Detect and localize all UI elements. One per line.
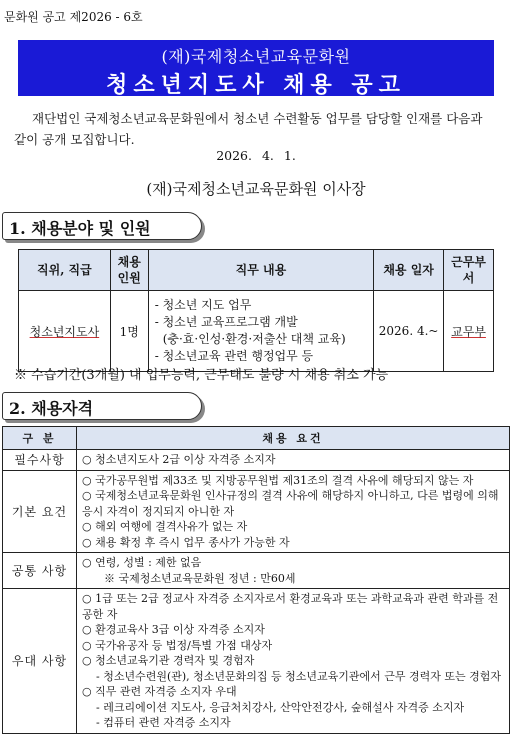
cell-hire-date: 2026. 4.~ — [374, 291, 444, 372]
category-preferred: 우대 사항 — [3, 589, 77, 734]
header-category: 구 분 — [3, 427, 77, 450]
header-duties: 직무 내용 — [148, 250, 373, 291]
requirement-item: ○ 국제청소년교육문화원 인사규정의 결격 사유에 해당하지 아니하고, 다른 법령에 의해 응시 자격이 정지되지 아니한 자 — [82, 489, 499, 518]
requirement-item: ○ 직무 관련 자격증 소지자 우대 — [82, 685, 237, 698]
cell-duties — [148, 291, 373, 372]
signer: (재)국제청소년교육문화원 이사장 — [146, 180, 366, 198]
probation-note: ※ 수습기간(3개월) 내 업무능력, 근무태도 불량 시 채용 취소 가능 — [14, 368, 389, 383]
table-header-row — [19, 250, 494, 291]
category-required: 필수사항 — [3, 450, 77, 471]
header-hire-date: 채용 일자 — [374, 250, 444, 291]
table-row — [3, 553, 510, 589]
requirement-subitem: - 컴퓨터 관련 자격증 소지자 — [96, 716, 231, 729]
requirement-item: ○ 환경교육사 3급 이상 자격증 소지자 — [82, 623, 265, 636]
title-banner — [18, 40, 494, 96]
requirements-preferred — [77, 589, 510, 734]
table-row — [3, 589, 510, 734]
requirements-common — [77, 553, 510, 589]
qualifications-table — [2, 426, 510, 734]
section-heading-recruitment: 1. 채용분야 및 인원 — [2, 212, 202, 240]
cell-count: 1명 — [110, 291, 148, 372]
announcement-date: 2026. 4. 1. — [216, 148, 296, 163]
duty-line: - 청소년 교육프로그램 개발 — [154, 315, 298, 329]
intro-paragraph: 재단법인 국제청소년교육문화원에서 청소년 수련활동 업무를 담당할 인재를 다음과 같이 공개 모집합니다. — [14, 111, 483, 147]
requirement-item: ○ 1급 또는 2급 정교사 자격증 소지자로서 환경교육과 또는 과학교육과 관련 학과를 전공한 자 — [82, 592, 499, 621]
requirements-basic — [77, 470, 510, 553]
requirement-item: ○ 해외 여행에 결격사유가 없는 자 — [82, 520, 248, 533]
requirement-item: ○ 국가유공자 등 법정/특별 가점 대상자 — [82, 638, 273, 652]
table-row — [19, 291, 494, 372]
duty-line: - 청소년 지도 업무 — [154, 298, 252, 312]
requirements-required — [77, 450, 510, 471]
header-count: 채용 인원 — [110, 250, 148, 291]
requirement-subitem: - 레크리에이션 지도사, 응급처치강사, 산악안전강사, 숲해설사 자격증 소지자 — [96, 700, 465, 714]
requirement-item: ○ 청소년지도사 2급 이상 자격증 소지자 — [82, 453, 276, 466]
header-department: 근무부서 — [444, 250, 494, 291]
requirement-item: ○ 청소년교육기관 경력자 및 경험자 — [82, 654, 255, 667]
section-heading-qualifications: 2. 채용자격 — [2, 392, 202, 420]
category-basic: 기본 요건 — [3, 470, 77, 553]
duty-line: (충·효·인성·환경·저출산 대책 교육) — [162, 332, 346, 346]
requirement-note: ※ 국제청소년교육문화원 정년 : 만60세 — [104, 571, 296, 585]
requirement-item: ○ 국가공무원법 제33조 및 지방공무원법 제31조의 결격 사유에 해당되지 않는 자 — [82, 473, 474, 487]
page-title: 청소년지도사 채용 공고 — [106, 72, 406, 98]
table-row — [3, 450, 510, 471]
requirement-subitem: - 청소년수련원(관), 청소년문화의집 등 청소년교육기관에서 근무 경력자 또는 경험자 — [96, 669, 502, 683]
org-name: (재)국제청소년교육문화원 — [161, 47, 351, 66]
cell-department: 교무부 — [444, 291, 494, 372]
requirement-item: ○ 연령, 성별 : 제한 없음 — [82, 556, 202, 569]
table-row — [3, 470, 510, 553]
notice-number: 문화원 공고 제2026 - 6호 — [4, 10, 143, 24]
requirement-item: ○ 채용 확정 후 즉시 업무 종사가 가능한 자 — [82, 535, 290, 549]
table-header-row — [3, 427, 510, 450]
cell-position: 청소년지도사 — [19, 291, 111, 372]
duty-line: - 청소년교육 관련 행정업무 등 — [154, 349, 314, 363]
header-requirements: 채용 요건 — [77, 427, 510, 450]
header-position: 직위, 직급 — [19, 250, 111, 291]
category-common: 공통 사항 — [3, 553, 77, 589]
recruitment-table — [18, 249, 494, 372]
